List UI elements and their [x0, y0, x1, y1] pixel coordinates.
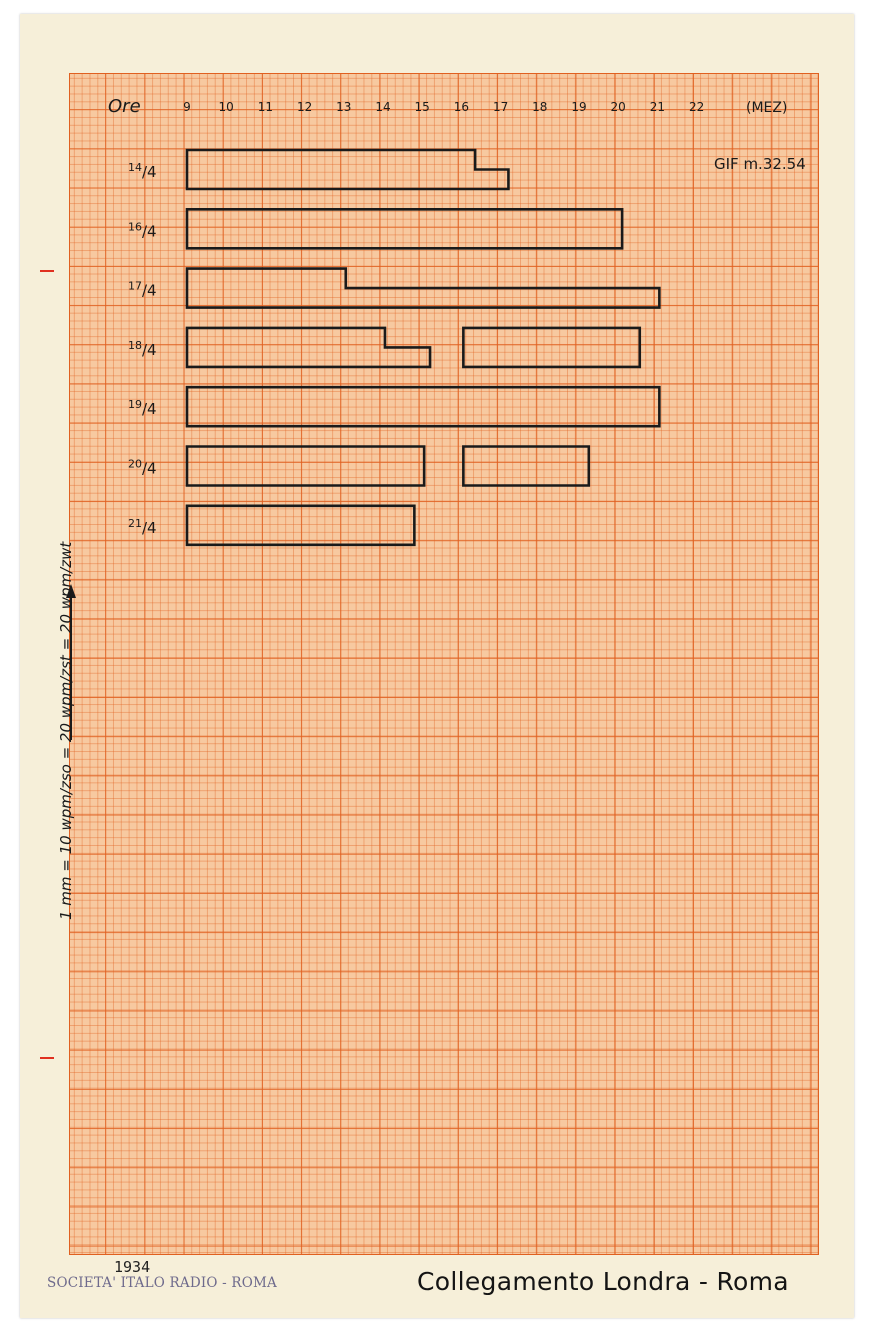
transmission-bar: [463, 328, 639, 367]
transmission-bar: [187, 269, 659, 308]
x-tick-label: 18: [532, 100, 548, 114]
transmission-bar: [187, 328, 430, 367]
x-tick-label: 19: [571, 100, 587, 114]
transmission-bar: [187, 150, 508, 189]
x-tick-label: 15: [414, 100, 430, 114]
chart-caption: Collegamento Londra - Roma: [417, 1267, 789, 1296]
x-tick-label: 20: [610, 100, 626, 114]
x-tick-label: 17: [492, 100, 509, 114]
x-axis-unit: (MEZ): [746, 100, 788, 116]
x-tick-label: 12: [296, 100, 313, 114]
day-label: 19/4: [128, 398, 157, 419]
day-label: 17/4: [128, 279, 157, 300]
day-label: 20/4: [128, 457, 157, 478]
day-label: 14/4: [128, 161, 157, 181]
transmission-bar: [463, 447, 588, 486]
transmission-bar: [187, 387, 659, 426]
transmission-bar: [187, 209, 622, 248]
transmission-bar: [187, 506, 414, 545]
x-axis-label: Ore: [108, 96, 141, 117]
reference-code: GIF m.32.54: [714, 155, 806, 173]
transmission-bar: [187, 447, 424, 486]
x-tick-label: 16: [453, 100, 470, 114]
day-label: 18/4: [128, 338, 157, 359]
scale-note: 1 mm = 10 wpm/zso = 20 wpm/zst = 20 wpm/zwt: [57, 541, 75, 920]
x-tick-label: 14: [375, 100, 391, 114]
company-stamp: SOCIETA' ITALO RADIO - ROMA: [47, 1275, 278, 1291]
year-label: 1934: [114, 1258, 151, 1276]
x-tick-label: 10: [218, 100, 234, 114]
day-label: 16/4: [128, 220, 157, 241]
x-tick-label: 11: [257, 100, 274, 114]
x-tick-label: 22: [688, 100, 705, 114]
x-tick-label: 13: [336, 100, 352, 114]
x-tick-label: 9: [183, 100, 191, 114]
x-tick-label: 21: [649, 100, 666, 114]
day-label: 21/4: [128, 516, 157, 537]
